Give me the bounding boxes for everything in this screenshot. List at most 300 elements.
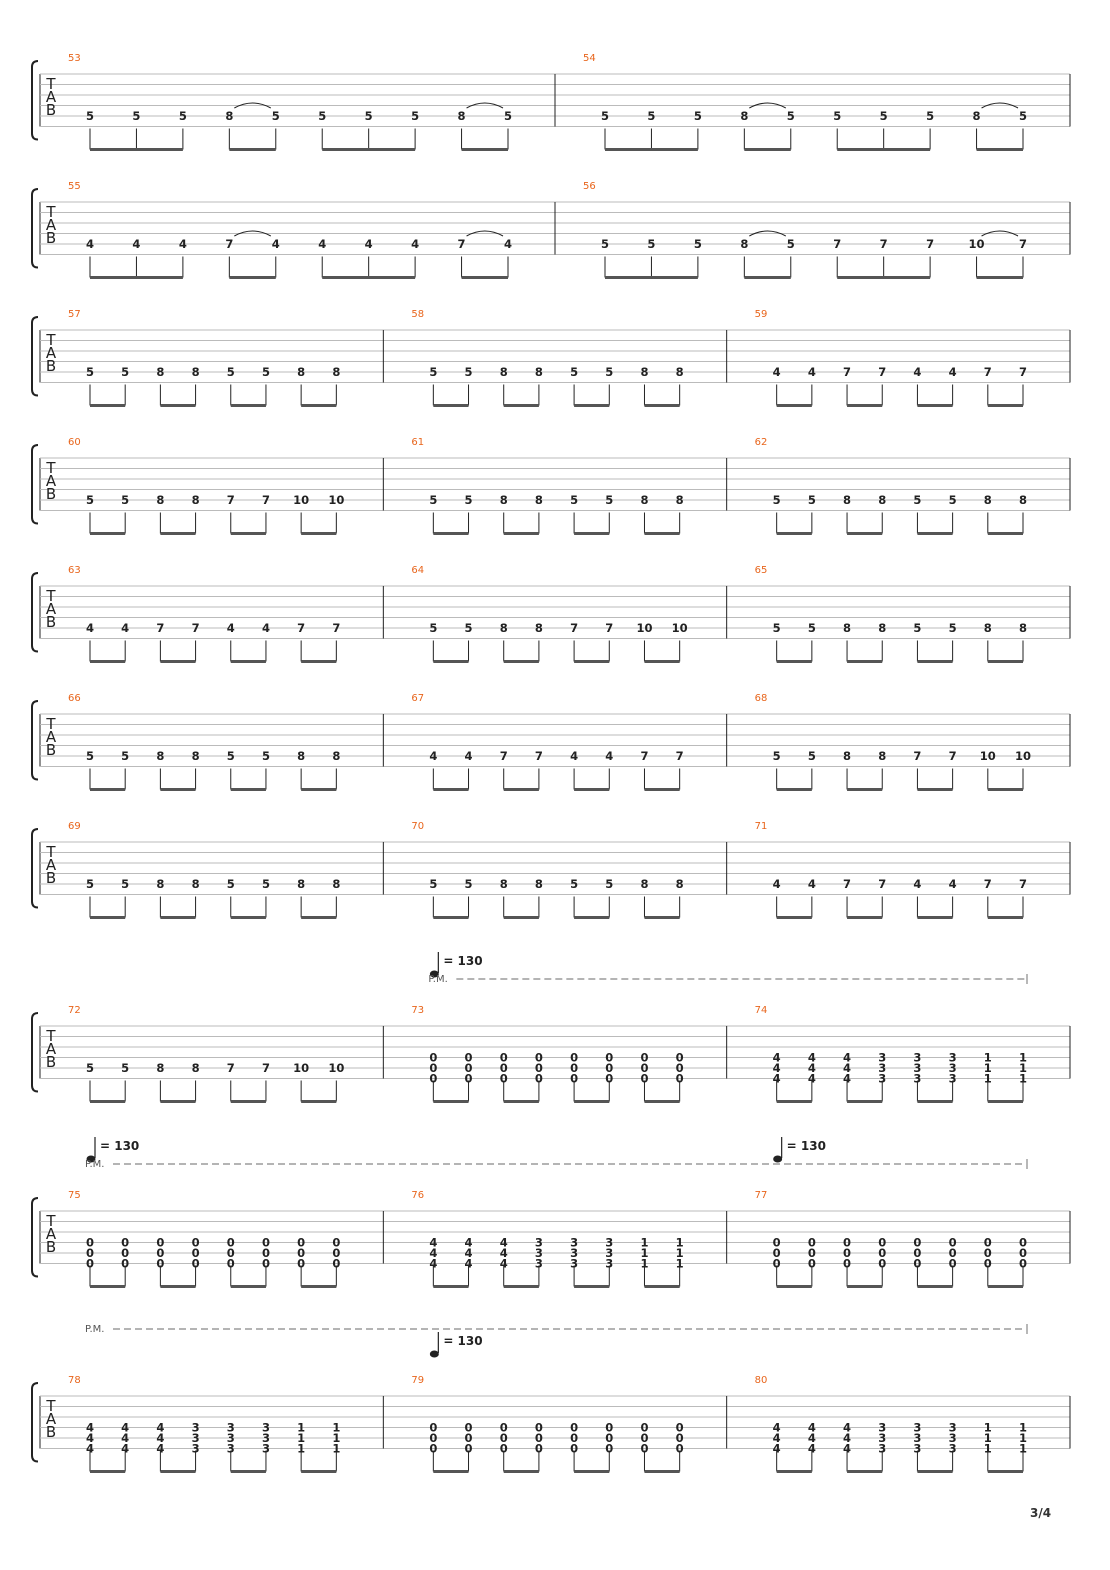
fret-number: 4	[121, 1420, 130, 1435]
tab-clef-letter: B	[45, 1423, 57, 1441]
measure-number: 66	[68, 693, 81, 704]
fret-number: 0	[878, 1256, 887, 1271]
measure-number: 68	[754, 693, 768, 704]
fret-number: 0	[605, 1431, 614, 1445]
fret-number: 4	[772, 1050, 781, 1065]
system-bracket	[32, 1198, 38, 1277]
fret-number: 1	[983, 1071, 992, 1086]
fret-number: 4	[85, 1441, 95, 1456]
fret-number: 4	[271, 237, 280, 251]
measure-number: 56	[583, 181, 596, 192]
fret-number: 7	[878, 365, 887, 379]
fret-number: 10	[328, 1061, 345, 1075]
system-bracket	[32, 573, 38, 652]
tab-clef-letter: T	[46, 203, 56, 221]
fret-number: 8	[740, 109, 749, 123]
fret-number: 5	[464, 877, 473, 891]
measure-number: 55	[68, 181, 81, 192]
tempo-marking: = 130	[100, 1139, 140, 1153]
fret-number: 7	[261, 1061, 270, 1075]
fret-number: 4	[807, 1431, 816, 1445]
fret-number: 0	[121, 1235, 130, 1250]
fret-number: 4	[85, 1431, 95, 1445]
fret-number: 4	[807, 1441, 816, 1456]
fret-number: 5	[693, 237, 702, 251]
fret-number: 8	[225, 109, 234, 123]
tab-clef-letter: B	[45, 1238, 57, 1256]
fret-number: 3	[534, 1235, 543, 1250]
fret-number: 1	[1018, 1441, 1028, 1456]
fret-number: 7	[983, 365, 992, 379]
fret-number: 0	[1018, 1256, 1028, 1271]
tab-clef-letter: T	[46, 75, 56, 93]
fret-number: 4	[913, 365, 922, 379]
measure-number: 73	[411, 1005, 425, 1016]
fret-number: 3	[948, 1441, 957, 1456]
fret-number: 8	[156, 493, 165, 507]
measure-number: 60	[68, 437, 81, 448]
fret-number: 0	[332, 1235, 341, 1250]
fret-number: 5	[807, 621, 816, 635]
fret-number: 4	[464, 1246, 473, 1260]
fret-number: 3	[948, 1050, 957, 1065]
fret-number: 5	[772, 749, 781, 763]
fret-number: 7	[843, 365, 852, 379]
fret-number: 0	[226, 1235, 235, 1250]
fret-number: 0	[534, 1050, 543, 1065]
fret-number: 3	[534, 1256, 543, 1271]
fret-number: 1	[983, 1061, 992, 1075]
fret-number: 4	[121, 1431, 130, 1445]
fret-number: 3	[534, 1246, 543, 1260]
fret-number: 3	[948, 1071, 957, 1086]
fret-number: 5	[605, 493, 614, 507]
fret-number: 7	[1018, 237, 1028, 251]
fret-number: 8	[499, 877, 508, 891]
fret-number: 7	[913, 749, 922, 763]
measure-number: 71	[754, 821, 768, 832]
fret-number: 8	[297, 749, 306, 763]
fret-number: 5	[226, 365, 235, 379]
fret-number: 8	[843, 493, 852, 507]
fret-number: 8	[675, 365, 684, 379]
fret-number: 5	[605, 877, 614, 891]
fret-number: 5	[807, 493, 816, 507]
fret-number: 1	[983, 1441, 992, 1456]
fret-number: 3	[605, 1246, 614, 1260]
fret-number: 4	[503, 237, 513, 251]
fret-number: 4	[156, 1441, 165, 1456]
fret-number: 5	[85, 365, 95, 379]
fret-number: 1	[297, 1431, 306, 1445]
fret-number: 1	[297, 1420, 306, 1435]
fret-number: 1	[332, 1420, 341, 1435]
fret-number: 4	[226, 621, 235, 635]
tab-clef-letter: A	[45, 216, 57, 234]
fret-number: 3	[226, 1420, 235, 1435]
fret-number: 4	[499, 1256, 508, 1271]
tab-clef-letter: T	[46, 1027, 56, 1045]
fret-number: 5	[503, 109, 513, 123]
fret-number: 5	[429, 493, 438, 507]
tab-clef-letter: B	[45, 101, 57, 119]
fret-number: 5	[1018, 109, 1028, 123]
fret-number: 4	[807, 1420, 816, 1435]
fret-number: 4	[843, 1441, 852, 1456]
fret-number: 5	[121, 493, 130, 507]
fret-number: 0	[807, 1246, 816, 1260]
fret-number: 5	[600, 237, 610, 251]
tab-clef-letter: A	[45, 1040, 57, 1058]
fret-number: 5	[570, 365, 579, 379]
fret-number: 4	[807, 1071, 816, 1086]
tab-clef-letter: A	[45, 1410, 57, 1428]
fret-number: 0	[297, 1246, 306, 1260]
tab-clef-letter: B	[45, 869, 57, 887]
fret-number: 0	[499, 1431, 508, 1445]
fret-number: 4	[772, 877, 781, 891]
fret-number: 7	[640, 749, 649, 763]
fret-number: 0	[913, 1246, 922, 1260]
fret-number: 3	[226, 1431, 235, 1445]
fret-number: 0	[1018, 1246, 1028, 1260]
fret-number: 8	[534, 877, 543, 891]
fret-number: 8	[156, 365, 165, 379]
fret-number: 0	[772, 1246, 781, 1260]
measure-number: 69	[68, 821, 81, 832]
fret-number: 4	[807, 365, 816, 379]
fret-number: 3	[913, 1050, 922, 1065]
fret-number: 1	[297, 1441, 306, 1456]
fret-number: 5	[85, 877, 95, 891]
tab-clef-letter: A	[45, 1225, 57, 1243]
fret-number: 1	[675, 1256, 684, 1271]
fret-number: 1	[640, 1256, 649, 1271]
tab-clef-letter: T	[46, 843, 56, 861]
fret-number: 0	[85, 1256, 95, 1271]
fret-number: 1	[640, 1235, 649, 1250]
fret-number: 5	[364, 109, 373, 123]
fret-number: 7	[570, 621, 579, 635]
fret-number: 4	[156, 1420, 165, 1435]
fret-number: 5	[121, 365, 130, 379]
fret-number: 4	[948, 365, 957, 379]
fret-number: 5	[600, 109, 610, 123]
fret-number: 0	[605, 1050, 614, 1065]
measure-number: 78	[68, 1375, 81, 1386]
fret-number: 8	[191, 493, 200, 507]
fret-number: 4	[132, 237, 141, 251]
fret-number: 8	[640, 365, 649, 379]
fret-number: 8	[972, 109, 981, 123]
fret-number: 3	[605, 1235, 614, 1250]
fret-number: 4	[772, 1441, 781, 1456]
fret-number: 3	[570, 1246, 579, 1260]
fret-number: 8	[156, 877, 165, 891]
fret-number: 4	[429, 1246, 438, 1260]
measure-number: 61	[411, 437, 425, 448]
fret-number: 0	[534, 1071, 543, 1086]
fret-number: 4	[411, 237, 420, 251]
fret-number: 0	[499, 1061, 508, 1075]
measure-number: 72	[68, 1005, 81, 1016]
fret-number: 7	[297, 621, 306, 635]
fret-number: 0	[261, 1256, 270, 1271]
fret-number: 4	[807, 877, 816, 891]
fret-number: 8	[499, 493, 508, 507]
tab-clef-letter: A	[45, 344, 57, 362]
fret-number: 3	[570, 1256, 579, 1271]
fret-number: 8	[191, 749, 200, 763]
fret-number: 0	[675, 1050, 684, 1065]
fret-number: 5	[464, 365, 473, 379]
fret-number: 5	[693, 109, 702, 123]
fret-number: 8	[740, 237, 749, 251]
fret-number: 0	[570, 1420, 579, 1435]
fret-number: 0	[570, 1071, 579, 1086]
fret-number: 0	[640, 1431, 649, 1445]
fret-number: 8	[499, 621, 508, 635]
fret-number: 0	[429, 1431, 438, 1445]
fret-number: 0	[464, 1071, 473, 1086]
fret-number: 5	[132, 109, 141, 123]
fret-number: 0	[843, 1256, 852, 1271]
fret-number: 0	[464, 1441, 473, 1456]
fret-number: 4	[772, 365, 781, 379]
measure-number: 74	[754, 1005, 768, 1016]
measure-number: 59	[754, 309, 768, 320]
fret-number: 7	[675, 749, 684, 763]
fret-number: 5	[772, 621, 781, 635]
fret-number: 8	[297, 365, 306, 379]
fret-number: 0	[948, 1256, 957, 1271]
system-bracket	[32, 189, 38, 268]
fret-number: 5	[605, 365, 614, 379]
fret-number: 1	[332, 1431, 341, 1445]
tab-clef-letter: T	[46, 1397, 56, 1415]
fret-number: 1	[1018, 1431, 1028, 1445]
fret-number: 0	[191, 1246, 200, 1260]
measure-number: 77	[754, 1190, 768, 1201]
fret-number: 8	[878, 621, 887, 635]
fret-number: 0	[640, 1061, 649, 1075]
fret-number: 3	[191, 1420, 200, 1435]
fret-number: 5	[807, 749, 816, 763]
fret-number: 7	[1018, 877, 1028, 891]
tempo-marking: = 130	[443, 954, 483, 968]
measure-number: 79	[411, 1375, 425, 1386]
fret-number: 1	[983, 1420, 992, 1435]
fret-number: 4	[429, 1235, 438, 1250]
fret-number: 5	[121, 1061, 130, 1075]
fret-number: 0	[191, 1256, 200, 1271]
fret-number: 8	[675, 877, 684, 891]
fret-number: 0	[332, 1256, 341, 1271]
fret-number: 10	[293, 493, 310, 507]
measure-number: 75	[68, 1190, 81, 1201]
fret-number: 0	[499, 1050, 508, 1065]
fret-number: 0	[640, 1071, 649, 1086]
fret-number: 0	[226, 1256, 235, 1271]
fret-number: 7	[948, 749, 957, 763]
fret-number: 5	[913, 621, 922, 635]
fret-number: 0	[464, 1061, 473, 1075]
fret-number: 0	[675, 1071, 684, 1086]
fret-number: 3	[948, 1061, 957, 1075]
fret-number: 0	[878, 1235, 887, 1250]
fret-number: 8	[499, 365, 508, 379]
fret-number: 4	[85, 1420, 95, 1435]
fret-number: 8	[191, 1061, 200, 1075]
fret-number: 4	[464, 1235, 473, 1250]
fret-number: 4	[605, 749, 614, 763]
fret-number: 7	[878, 877, 887, 891]
fret-number: 0	[85, 1235, 95, 1250]
fret-number: 4	[429, 749, 438, 763]
measure-number: 58	[411, 309, 425, 320]
system-bracket	[32, 829, 38, 908]
fret-number: 3	[878, 1441, 887, 1456]
fret-number: 0	[605, 1061, 614, 1075]
fret-number: 8	[534, 493, 543, 507]
fret-number: 8	[878, 749, 887, 763]
fret-number: 4	[772, 1431, 781, 1445]
tab-clef-letter: T	[46, 587, 56, 605]
fret-number: 7	[499, 749, 508, 763]
fret-number: 0	[429, 1071, 438, 1086]
fret-number: 4	[772, 1071, 781, 1086]
fret-number: 7	[156, 621, 165, 635]
fret-number: 5	[226, 877, 235, 891]
fret-number: 0	[499, 1071, 508, 1086]
fret-number: 1	[332, 1441, 341, 1456]
fret-number: 3	[913, 1071, 922, 1086]
tempo-note-icon	[430, 1351, 439, 1358]
fret-number: 7	[226, 493, 235, 507]
fret-number: 0	[534, 1431, 543, 1445]
fret-number: 5	[786, 237, 795, 251]
fret-number: 0	[156, 1256, 165, 1271]
fret-number: 4	[156, 1431, 165, 1445]
system-bracket	[32, 317, 38, 396]
fret-number: 10	[979, 749, 996, 763]
palm-mute-label: P.M.	[85, 1324, 105, 1335]
fret-number: 0	[464, 1431, 473, 1445]
fret-number: 3	[878, 1050, 887, 1065]
fret-number: 1	[640, 1246, 649, 1260]
fret-number: 0	[772, 1235, 781, 1250]
fret-number: 5	[261, 749, 270, 763]
measure-number: 53	[68, 53, 81, 64]
tempo-marking: = 130	[443, 1334, 483, 1348]
fret-number: 4	[913, 877, 922, 891]
system-bracket	[32, 1013, 38, 1092]
fret-number: 3	[261, 1420, 270, 1435]
fret-number: 4	[843, 1071, 852, 1086]
measure-number: 64	[411, 565, 425, 576]
fret-number: 8	[843, 749, 852, 763]
fret-number: 3	[261, 1431, 270, 1445]
fret-number: 3	[878, 1061, 887, 1075]
fret-number: 4	[807, 1050, 816, 1065]
fret-number: 0	[948, 1246, 957, 1260]
fret-number: 5	[913, 493, 922, 507]
tab-clef-letter: A	[45, 472, 57, 490]
measure-number: 67	[411, 693, 425, 704]
fret-number: 4	[570, 749, 579, 763]
fret-number: 5	[464, 493, 473, 507]
measure-number: 70	[411, 821, 425, 832]
fret-number: 8	[640, 493, 649, 507]
palm-mute-label: P.M.	[428, 974, 448, 985]
fret-number: 5	[926, 109, 935, 123]
fret-number: 4	[364, 237, 373, 251]
fret-number: 7	[226, 1061, 235, 1075]
fret-number: 5	[271, 109, 280, 123]
fret-number: 4	[499, 1235, 508, 1250]
fret-number: 4	[807, 1061, 816, 1075]
measure-number: 65	[754, 565, 768, 576]
fret-number: 7	[332, 621, 341, 635]
fret-number: 4	[499, 1246, 508, 1260]
fret-number: 7	[833, 237, 842, 251]
fret-number: 10	[636, 621, 653, 635]
fret-number: 5	[570, 877, 579, 891]
fret-number: 8	[878, 493, 887, 507]
fret-number: 0	[605, 1441, 614, 1456]
fret-number: 0	[640, 1050, 649, 1065]
fret-number: 0	[499, 1420, 508, 1435]
fret-number: 0	[570, 1441, 579, 1456]
fret-number: 3	[913, 1420, 922, 1435]
fret-number: 0	[121, 1246, 130, 1260]
fret-number: 4	[772, 1061, 781, 1075]
fret-number: 5	[647, 237, 656, 251]
fret-number: 0	[913, 1256, 922, 1271]
fret-number: 10	[293, 1061, 310, 1075]
fret-number: 0	[332, 1246, 341, 1260]
fret-number: 7	[191, 621, 200, 635]
measure-number: 76	[411, 1190, 425, 1201]
tab-clef-letter: B	[45, 1053, 57, 1071]
fret-number: 0	[226, 1246, 235, 1260]
tempo-note-icon	[773, 1156, 782, 1163]
fret-number: 0	[85, 1246, 95, 1260]
tab-clef-letter: A	[45, 88, 57, 106]
fret-number: 3	[948, 1431, 957, 1445]
fret-number: 8	[640, 877, 649, 891]
fret-number: 5	[948, 621, 957, 635]
fret-number: 4	[178, 237, 187, 251]
fret-number: 8	[534, 365, 543, 379]
fret-number: 10	[1014, 749, 1032, 763]
fret-number: 4	[261, 621, 270, 635]
fret-number: 0	[534, 1061, 543, 1075]
fret-number: 5	[429, 877, 438, 891]
fret-number: 8	[332, 877, 341, 891]
fret-number: 8	[156, 1061, 165, 1075]
tab-clef-letter: B	[45, 613, 57, 631]
fret-number: 0	[261, 1235, 270, 1250]
fret-number: 3	[226, 1441, 235, 1456]
fret-number: 8	[191, 877, 200, 891]
measure-number: 57	[68, 309, 81, 320]
fret-number: 3	[605, 1256, 614, 1271]
palm-mute-label: P.M.	[85, 1159, 105, 1170]
tab-clef-letter: B	[45, 741, 57, 759]
tab-clef-letter: A	[45, 856, 57, 874]
fret-number: 3	[878, 1420, 887, 1435]
